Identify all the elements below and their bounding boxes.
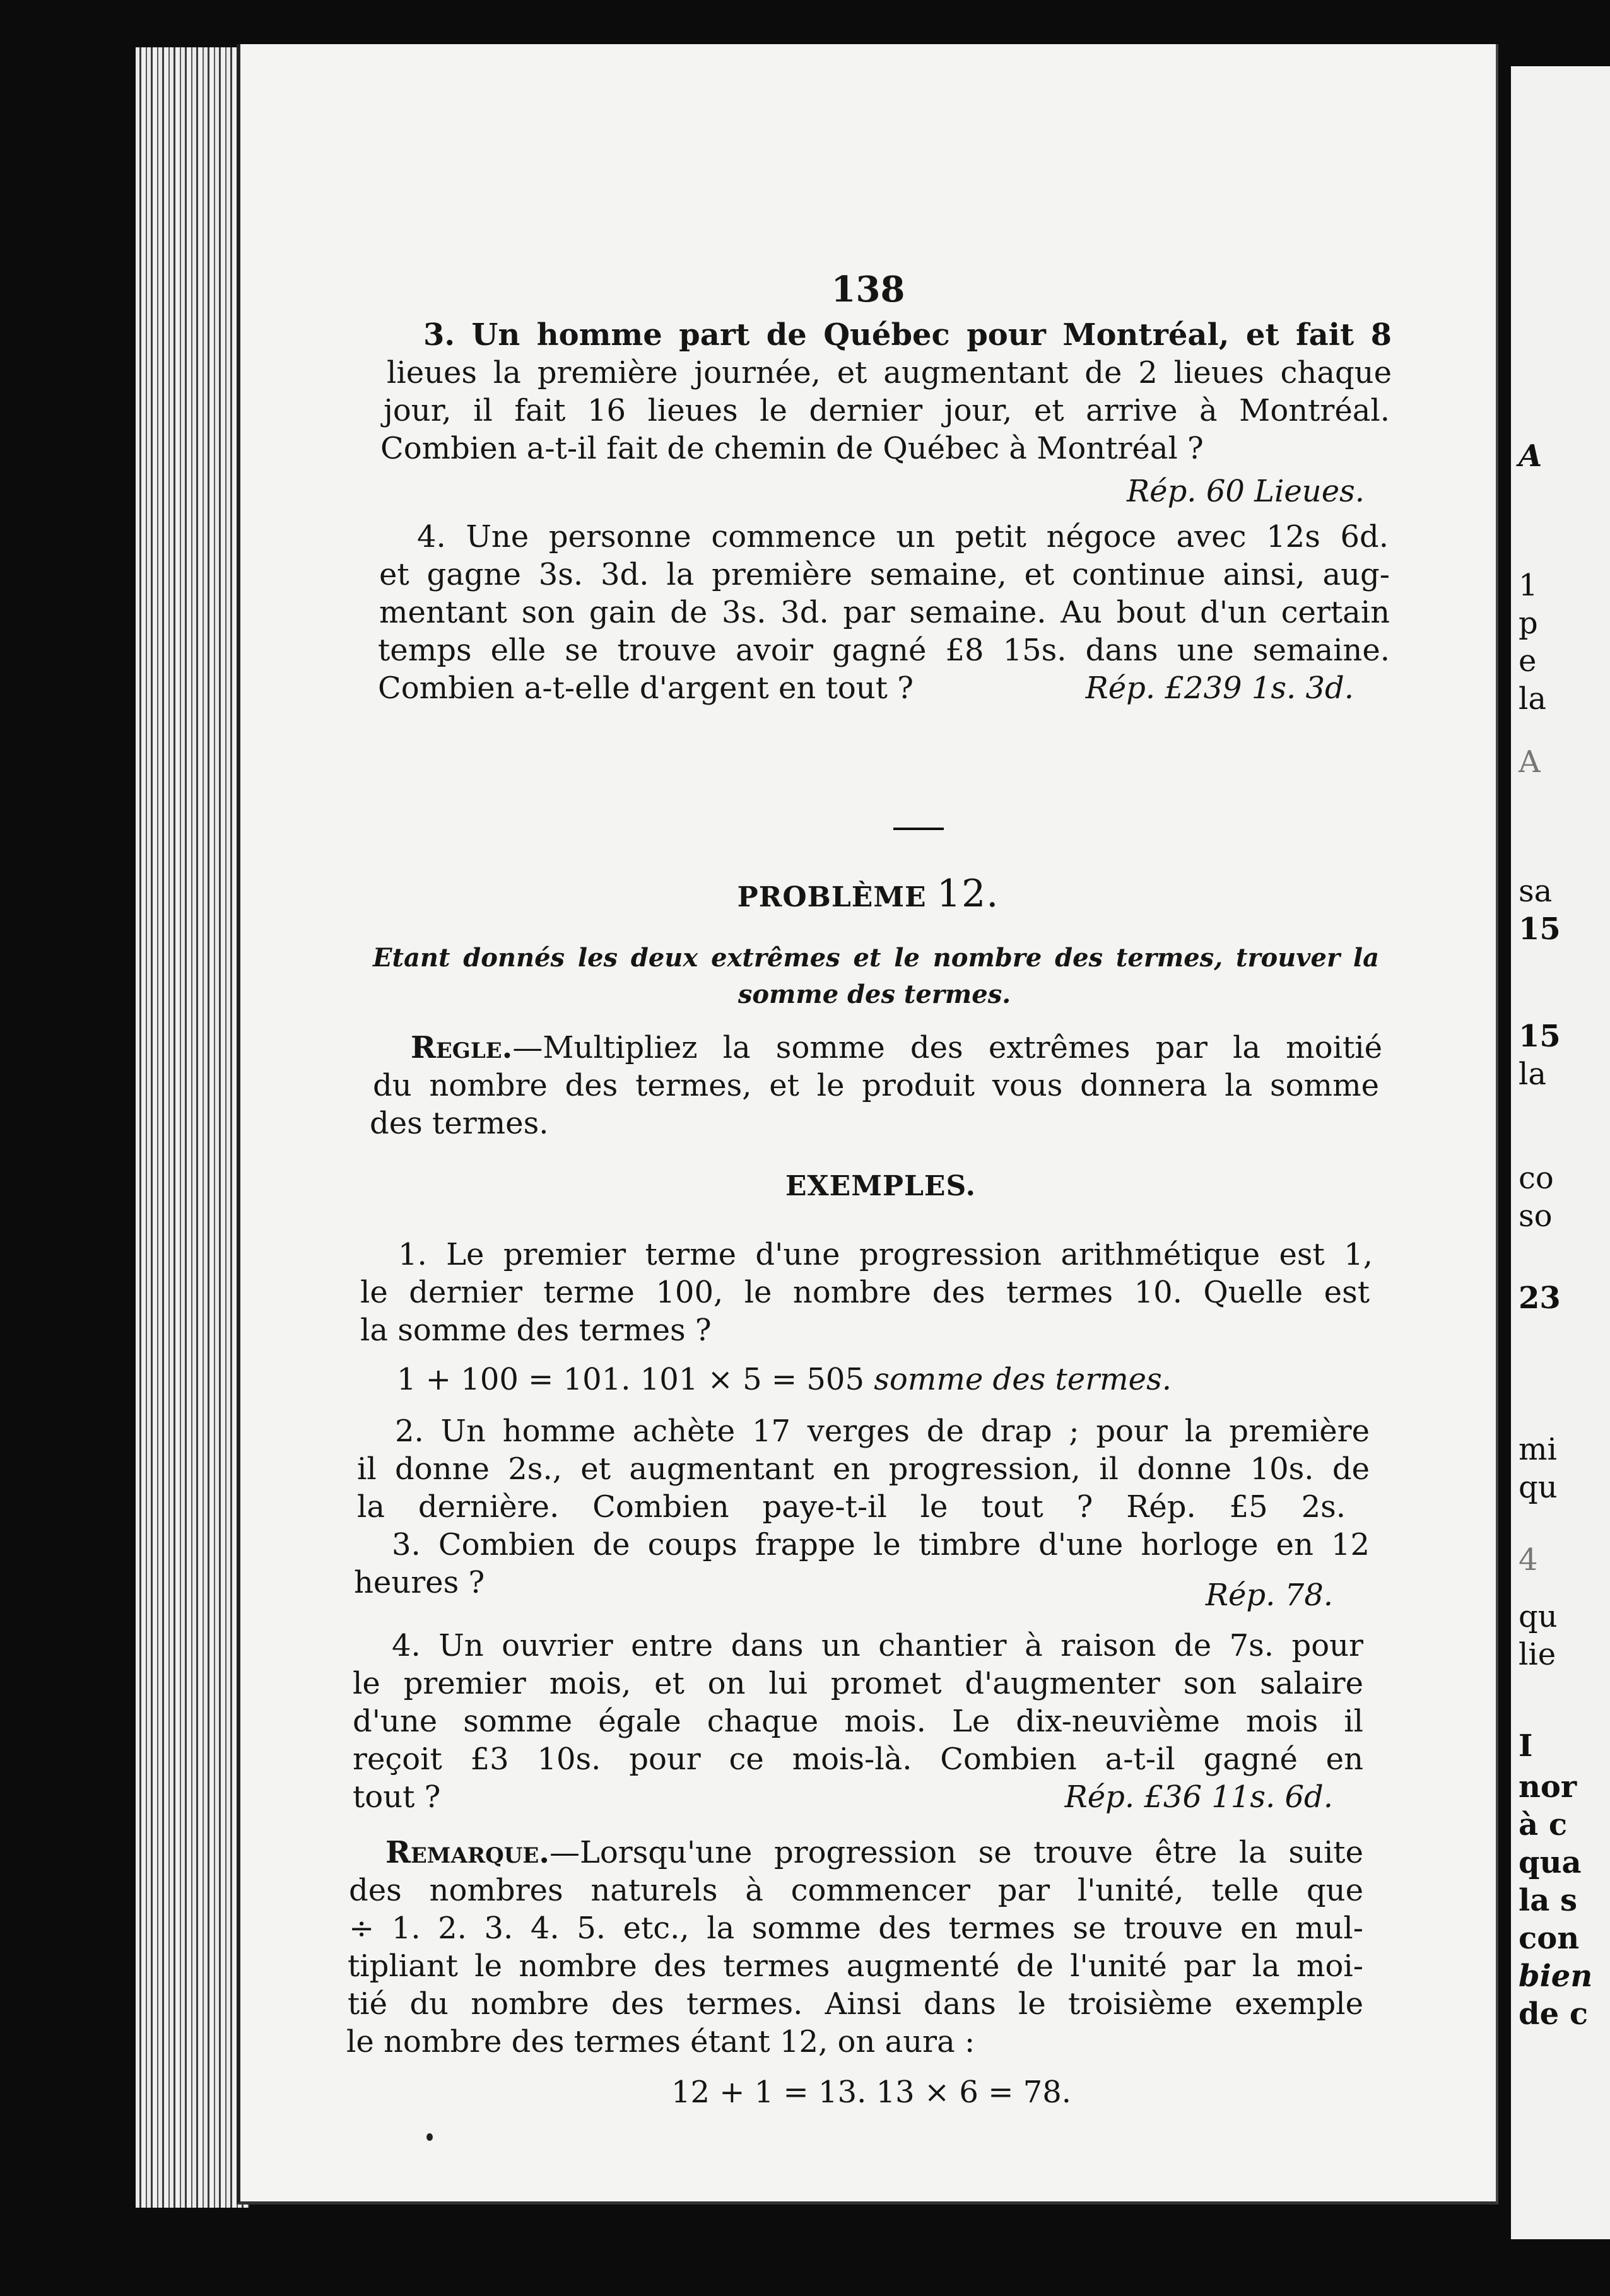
problem-heading	[240, 872, 1496, 916]
right-fragment-12: so	[1519, 1198, 1553, 1234]
rule-line-2: du nombre des termes, et le produit vous donnera la somme	[373, 1068, 1379, 1103]
right-fragment-2: 1	[1519, 568, 1538, 603]
example-3-line-2: heures ?	[354, 1565, 485, 1600]
problem-3-line-1: 3. Un homme part de Québec pour Montréal, et fait 8	[423, 317, 1392, 353]
right-fragment-17: qu	[1519, 1599, 1558, 1634]
right-fragment-13: 23	[1519, 1280, 1561, 1316]
remark-formula: 12 + 1 = 13. 13 × 6 = 78.	[671, 2075, 1072, 2110]
rule-text-1: —Multipliez la somme des extrêmes par la moitié	[512, 1030, 1382, 1065]
right-fragment-10: la	[1519, 1057, 1546, 1092]
rule-line-1	[411, 1029, 1382, 1066]
page-number: 138	[831, 269, 905, 310]
right-fragment-4: e	[1519, 643, 1537, 679]
page-edges	[136, 47, 249, 2208]
problem-4-answer: Rép. £239 1s. 3d.	[1085, 671, 1354, 706]
example-4-line-2: le premier mois, et on lui promet d'augmenter son salaire	[353, 1666, 1363, 1701]
right-fragment-1: A	[1519, 438, 1542, 474]
right-fragment-11: co	[1519, 1161, 1554, 1196]
right-fragment-8: 15	[1519, 911, 1561, 947]
problem-4-last-line: Combien a-t-elle d'argent en tout ?	[378, 671, 914, 706]
example-2-line-3: la dernière. Combien paye-t-il le tout ? Rép. £5 2s.	[357, 1489, 1346, 1525]
remark-text-1: —Lorsqu'une progression se trouve être la suite	[549, 1835, 1363, 1870]
example-3-line-1: 3. Combien de coups frappe le timbre d'une horloge en 12	[392, 1527, 1370, 1562]
problem-subtitle-line-1: Etant donnés les deux extrêmes et le nombre des termes, trouver la	[373, 943, 1379, 973]
example-1-line-3: la somme des termes ?	[360, 1313, 712, 1348]
example-4-line-3: d'une somme égale chaque mois. Le dix-neuvième mois il	[353, 1704, 1363, 1739]
right-fragment-3: p	[1519, 606, 1538, 641]
remark-line-2: des nombres naturels à commencer par l'unité, telle que	[349, 1873, 1363, 1908]
example-4-line-5: tout ?	[353, 1779, 441, 1815]
example-2-line-2: il donne 2s., et augmentant en progression, il donne 10s. de	[357, 1451, 1370, 1487]
problem-3-line-4: Combien a-t-il fait de chemin de Québec à Montréal ?	[380, 431, 1204, 466]
facing-page-fragment	[1511, 66, 1610, 2239]
example-1-calc: 1 + 100 = 101. 101 × 5 = 505	[397, 1362, 864, 1397]
right-fragment-21: à c	[1519, 1807, 1568, 1842]
example-4-answer: Rép. £36 11s. 6d.	[1064, 1779, 1333, 1815]
problem-heading-label: PROBLÈME	[737, 881, 927, 913]
right-fragment-7: sa	[1519, 874, 1553, 909]
example-1-line-1: 1. Le premier terme d'une progression arithmétique est 1,	[398, 1237, 1373, 1272]
example-2-line-1: 2. Un homme achète 17 verges de drap ; pour la première	[395, 1414, 1370, 1449]
rule-label: Regle.	[411, 1030, 513, 1065]
problem-4-line-4: temps elle se trouve avoir gagné £8 15s. dans une semaine.	[378, 633, 1390, 668]
example-1-line-2: le dernier terme 100, le nombre des termes 10. Quelle est	[360, 1275, 1370, 1310]
problem-heading-number: 12.	[936, 872, 999, 916]
example-1-calculation	[397, 1361, 1370, 1398]
right-fragment-9: 15	[1519, 1019, 1561, 1054]
problem-4-line-1: 4. Une personne commence un petit négoce avec 12s 6d.	[417, 519, 1389, 554]
problem-3-answer: Rép. 60 Lieues.	[1127, 474, 1365, 509]
ink-speck	[426, 2133, 433, 2141]
right-fragment-25: bien	[1519, 1959, 1593, 1994]
example-3-answer: Rép. 78.	[1205, 1578, 1333, 1613]
problem-4-line-2: et gagne 3s. 3d. la première semaine, et continue ainsi, aug-	[379, 557, 1390, 592]
remark-line-4: tipliant le nombre des termes augmenté de l'unité par la moi-	[348, 1948, 1363, 1984]
right-fragment-18: lie	[1519, 1637, 1556, 1672]
remark-line-6: le nombre des termes étant 12, on aura :	[346, 2024, 975, 2059]
right-fragment-20: nor	[1519, 1769, 1577, 1805]
remark-label: Remarque.	[385, 1835, 549, 1870]
right-fragment-14: mi	[1519, 1432, 1557, 1467]
right-fragment-16: 4	[1519, 1542, 1538, 1578]
right-fragment-22: qua	[1519, 1845, 1582, 1880]
right-fragment-23: la s	[1519, 1883, 1578, 1918]
remark-line-3: ÷ 1. 2. 3. 4. 5. etc., la somme des termes se trouve en mul-	[349, 1911, 1363, 1946]
right-fragment-6: A	[1519, 744, 1541, 780]
right-fragment-5: la	[1519, 681, 1546, 717]
right-fragment-15: qu	[1519, 1470, 1558, 1505]
right-fragment-24: con	[1519, 1921, 1580, 1956]
book-page	[237, 44, 1498, 2205]
separator-rule	[893, 828, 944, 830]
example-1-calc-result: somme des termes.	[874, 1362, 1172, 1397]
remark-line-1	[385, 1834, 1363, 1871]
examples-heading: EXEMPLES.	[785, 1170, 976, 1202]
problem-3-line-3: jour, il fait 16 lieues le dernier jour, et arrive à Montréal.	[384, 393, 1390, 428]
problem-subtitle-line-2: somme des termes.	[737, 980, 1011, 1009]
example-4-line-4: reçoit £3 10s. pour ce mois-là. Combien a-t-il gagné en	[353, 1742, 1363, 1777]
right-fragment-19: I	[1519, 1728, 1533, 1764]
example-4-line-1: 4. Un ouvrier entre dans un chantier à raison de 7s. pour	[392, 1628, 1363, 1663]
rule-line-3: des termes.	[370, 1106, 549, 1141]
right-fragment-26: de c	[1519, 1996, 1589, 2032]
remark-line-5: tié du nombre des termes. Ainsi dans le troisième exemple	[348, 1986, 1363, 2022]
problem-3-line-2: lieues la première journée, et augmentant de 2 lieues chaque	[387, 355, 1392, 390]
problem-4-line-3: mentant son gain de 3s. 3d. par semaine. Au bout d'un certain	[379, 595, 1390, 630]
